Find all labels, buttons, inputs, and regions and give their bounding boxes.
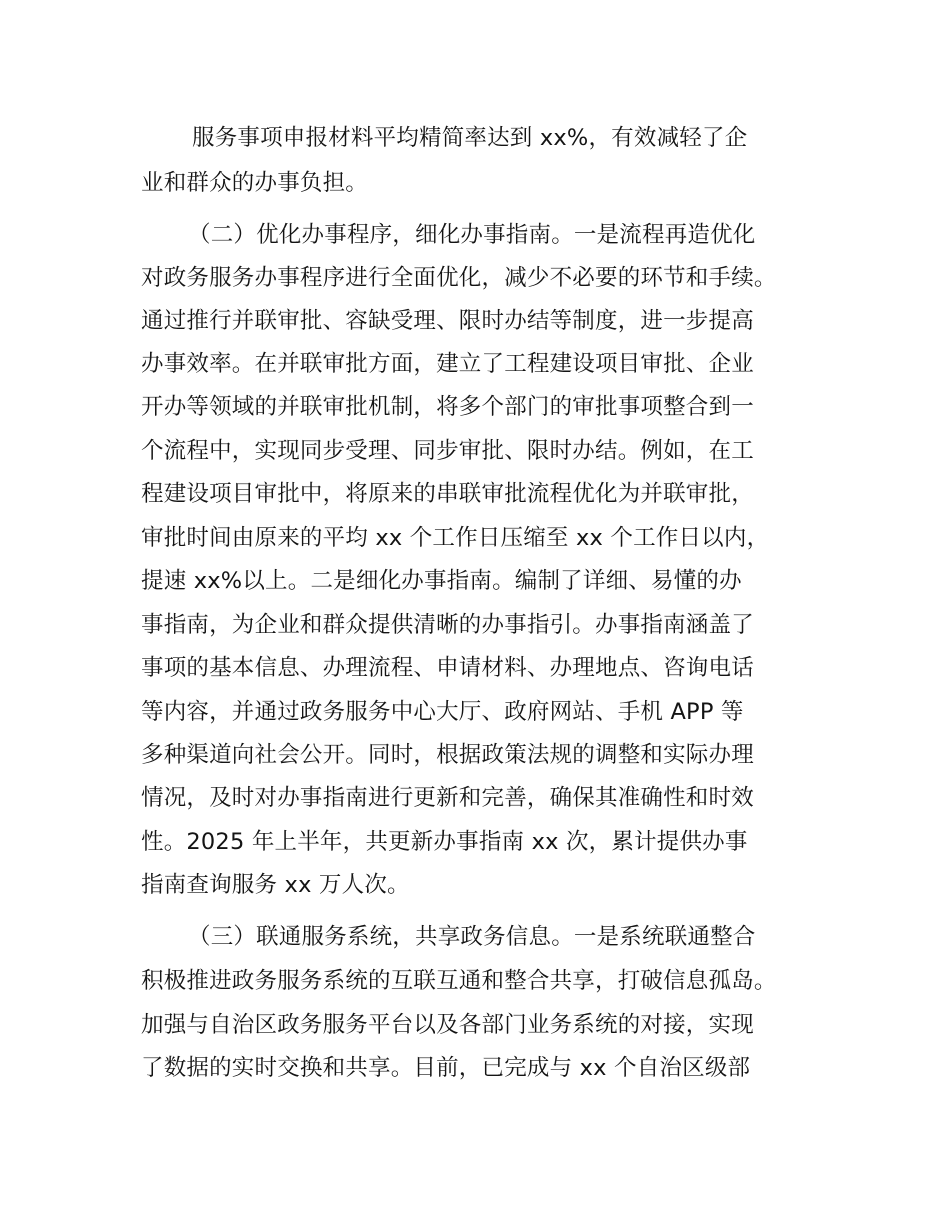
text-line: 程建设项目审批中，将原来的串联审批流程优化为并联审批，	[141, 481, 754, 507]
text-line: （二）优化办事程序，细化办事指南。一是流程再造优化	[188, 222, 756, 248]
text-line: 积极推进政务服务系统的互联互通和整合共享，打破信息孤岛。	[141, 968, 777, 994]
text-line: 办事效率。在并联审批方面，建立了工程建设项目审批、企业	[141, 351, 754, 377]
text-line: 对政务服务办事程序进行全面优化，减少不必要的环节和手续。	[141, 265, 777, 291]
text-line: 事指南，为企业和群众提供清晰的办事指引。办事指南涵盖了	[141, 612, 754, 638]
text-line: 提速 xx%以上。二是细化办事指南。编制了详细、易懂的办	[141, 568, 742, 594]
text-line: 等内容，并通过政务服务中心大厅、政府网站、手机 APP 等	[141, 699, 744, 725]
text-line: 业和群众的办事负担。	[141, 170, 369, 196]
text-line: 多种渠道向社会公开。同时，根据政策法规的调整和实际办理	[141, 742, 754, 768]
text-line: 服务事项申报材料平均精简率达到 xx%，有效减轻了企	[192, 125, 748, 151]
text-line: （三）联通服务系统，共享政务信息。一是系统联通整合	[188, 924, 756, 950]
text-line: 事项的基本信息、办理流程、申请材料、办理地点、咨询电话	[141, 655, 754, 681]
text-line: 个流程中，实现同步受理、同步审批、限时办结。例如，在工	[141, 438, 754, 464]
text-line: 性。2025 年上半年，共更新办事指南 xx 次，累计提供办事	[141, 829, 748, 855]
text-line: 情况，及时对办事指南进行更新和完善，确保其准确性和时效	[141, 785, 754, 811]
text-line: 了数据的实时交换和共享。目前，已完成与 xx 个自治区级部	[141, 1055, 751, 1081]
text-line: 指南查询服务 xx 万人次。	[141, 872, 410, 898]
text-line: 开办等领域的并联审批机制，将多个部门的审批事项整合到一	[141, 394, 754, 420]
text-line: 加强与自治区政务服务平台以及各部门业务系统的对接，实现	[141, 1012, 754, 1038]
text-line: 通过推行并联审批、容缺受理、限时办结等制度，进一步提高	[141, 308, 754, 334]
text-line: 审批时间由原来的平均 xx 个工作日压缩至 xx 个工作日以内，	[141, 525, 770, 551]
